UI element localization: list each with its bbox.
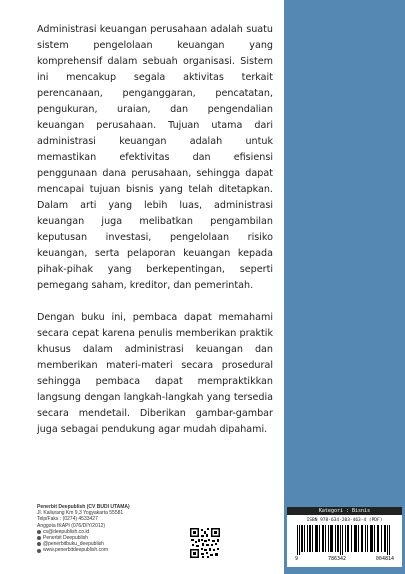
- barcode-bars: [297, 525, 392, 555]
- social-website: www.penerbitdeepublish.com: [37, 547, 187, 553]
- isbn-text: ISBN 978-634-203-463-4 (PDF): [306, 518, 383, 523]
- facebook-icon: [37, 536, 41, 540]
- publisher-address: Jl. Kaliurang Km 9,3 Yogyakarta 55581: [37, 510, 124, 517]
- globe-icon: [37, 549, 41, 553]
- publisher-ikapi: Anggota IKAPI (076/DIY/2012): [37, 522, 106, 529]
- paragraph-book: Dengan buku ini, pembaca dapat memahami secara cepat karena penulis memberikan praktik khusus dalam administrasi keuangan dan memberikan materi-materi secara prosedural sehingga pembaca dapat mempraktikkan langsung dengan langkah-langkah yang tersedia secara mendetail. Diberikan gambar-gambar juga sebagai pendukung agar mudah dipahami.: [37, 312, 273, 435]
- publisher-name: Penerbit Deepublish (CV BUDI UTAMA): [37, 504, 130, 510]
- social-instagram: @penerbitbuku_deepublish: [37, 541, 187, 547]
- barcode-digits: 9 786342 004814: [295, 556, 394, 562]
- back-cover-text: [37, 22, 273, 438]
- publisher-info: [37, 504, 187, 554]
- category-label: Kategori : Bisnis: [287, 507, 402, 515]
- instagram-icon: [37, 542, 41, 546]
- social-email: cs@deepublish.co.id: [37, 529, 187, 535]
- qr-code: [189, 527, 221, 559]
- social-facebook: Penerbit Deepublish: [37, 535, 187, 541]
- email-icon: [37, 530, 41, 534]
- cover-side-band: [284, 0, 405, 574]
- publisher-phone: Telp/Faks : (0274) 4533427: [37, 516, 98, 523]
- barcode-block: [287, 507, 402, 567]
- paragraph-intro: Administrasi keuangan perusahaan adalah suatu sistem pengelolaan keuangan yang komprehensif dalam sebuah organisasi. Sistem ini mencakup segala aktivitas terkait perencanaan, penganggaran, pencatatan, pengukuran, uraian, dan pengendalian keuangan perusahaan. Tujuan utama dari administrasi keuangan adalah untuk memastikan efektivitas dan efisiensi penggunaan dana perusahaan, sehingga dapat mencapai tujuan bisnis yang telah ditetapkan. Dalam arti yang lebih luas, administrasi keuangan juga melibatkan pengambilan keputusan investasi, pengelolaan risiko keuangan, serta pelaporan keuangan kepada pihak-pihak yang berkepentingan, seperti pemegang saham, kreditor, dan pemerintah.: [37, 24, 273, 291]
